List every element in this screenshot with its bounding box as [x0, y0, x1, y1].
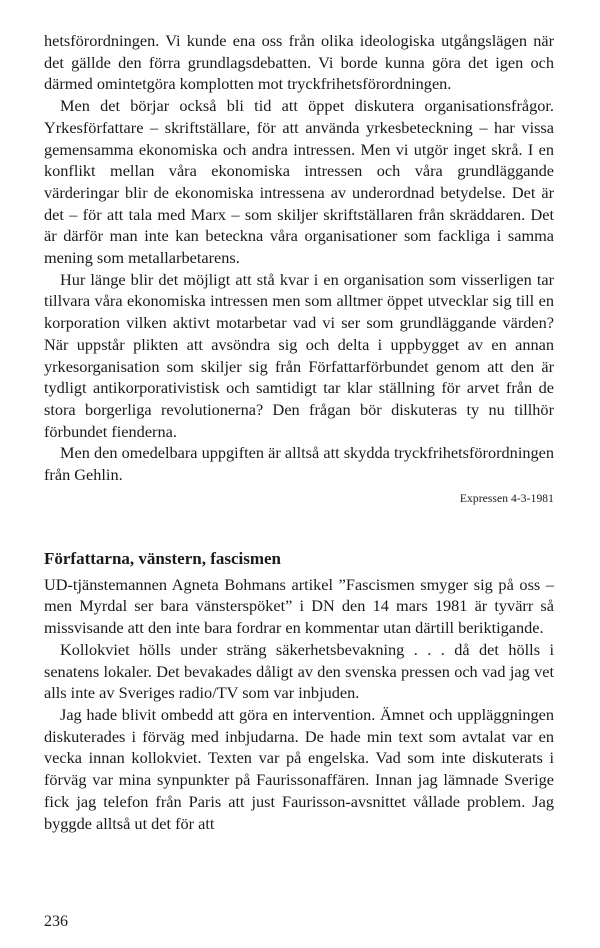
page-number: 236	[44, 913, 68, 930]
article2-heading: Författarna, vänstern, fascismen	[44, 548, 282, 568]
article-continued	[44, 30, 554, 506]
article1-paragraph-1: hetsförordningen. Vi kunde ena oss från olika ideologiska utgångslägen när det gällde den förra grundlagsdebatten. Vi borde kunna göra det igen och därmed omintetgöra komplotten mot tryckfrihetsförordningen.	[44, 31, 554, 94]
article-new	[44, 548, 554, 834]
article2-paragraph-1: UD-tjänstemannen Agneta Bohmans artikel ”Fascismen smyger sig på oss – men Myrdal ser bara vänsterspöket” i DN den 14 mars 1981 är tyvärr så missvisande att den inte bara fordrar en kommentar utan därtill beriktigande.	[44, 574, 554, 638]
book-page	[44, 30, 554, 834]
article1-paragraph-4: Men den omedelbara uppgiften är alltså att skydda tryckfrihetsförordningen från Gehlin.	[44, 443, 554, 485]
article1-source: Expressen 4-3-1981	[459, 492, 554, 505]
article2-paragraph-3: Jag hade blivit ombedd att göra en intervention. Ämnet och uppläggningen diskuterades i förväg med inbjudarna. De hade min text som avtalat var en vecka innan kollokviet. Texten var på engelska. Vad som inte diskuterats i förväg var mina synpunkter på Faurissonaffären. Innan jag lämnade Sverige fick jag telefon från Paris att just Faurisson-avsnittet vållade problem. Jag byggde alltså ut det för att	[44, 704, 554, 833]
article2-paragraph-2: Kollokviet hölls under sträng säkerhetsbevakning . . . då det hölls i senatens lokaler. Det bevakades dåligt av den svenska pressen och vad jag vet alls inte av Sveriges radio/TV som var inbjuden.	[44, 639, 554, 703]
article1-paragraph-3: Hur länge blir det möjligt att stå kvar i en organisation som visserligen tar tillvara våra ekonomiska intressen men som alltmer öppet utvecklar sig till en korporation vilken aktivt motarbetar vad vi ser som grundläggande värden? När uppstår plikten att avsöndra sig och delta i uppbygget av en annan yrkesorganisation som skiljer sig från Författarförbundet genom att den är tydligt antikorporativistisk och samtidigt tar klar ställning för arvet från de stora borgerliga revolutionerna? Den frågan bör diskuteras ty nu tillhör förbundet fienderna.	[44, 269, 554, 441]
article1-paragraph-2: Men det börjar också bli tid att öppet diskutera organisationsfrågor. Yrkesförfattare – skriftställare, för att använda yrkesbeteckning – har vissa gemensamma ekonomiska och andra intressen. Men vi utgör inget skrå. I en konflikt mellan våra ekonomiska intressen och våra grundläggande värderingar blir de ekonomiska intressena av underordnad betydelse. Det är det – för att tala med Marx – som skiljer skriftställaren från skräddaren. Det är därför man inte kan beteckna våra organisationer som fackliga i samma mening som metallarbetarens.	[44, 96, 554, 268]
